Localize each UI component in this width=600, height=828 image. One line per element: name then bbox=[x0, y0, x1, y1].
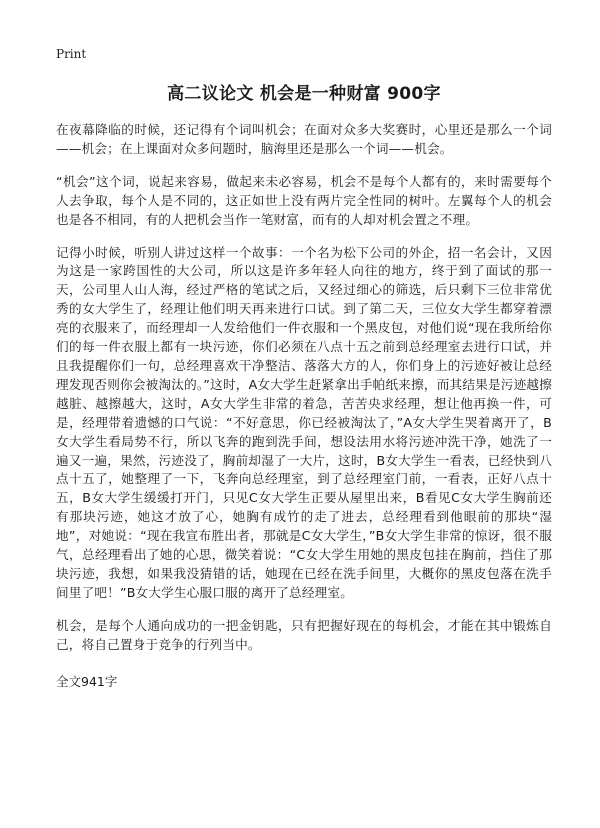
print-link[interactable]: Print bbox=[56, 47, 87, 61]
paragraph-intro: 在夜幕降临的时候，还记得有个词叫机会；在面对众多大奖赛时，心里还是那么一个词——机会；在上课面对众多问题时，脑海里还是那么一个词——机会。 bbox=[56, 122, 552, 156]
article-body bbox=[56, 121, 552, 655]
paragraph-conclusion: 机会，是每个人通向成功的一把金钥匙，只有把握好现在的每机会，才能在其中锻炼自己，将自己置身于竞争的行列当中。 bbox=[56, 617, 552, 652]
word-count: 全文941字 bbox=[56, 673, 118, 689]
paragraph-definition: “机会”这个词，说起来容易，做起来未必容易，机会不是每个人都有的，来时需要每个人去争取，每个人是不同的，这正如世上没有两片完全性同的树叶。左翼每个人的机会也是各不相同，有的人把机会当作一笔财富，而有的人却对机会置之不理。 bbox=[56, 173, 552, 227]
paragraph-story: 记得小时候，听别人讲过这样一个故事：一个名为松下公司的外企，招一名会计，又因为这是一家跨国性的大公司，所以这是许多年轻人向往的地方，终于到了面试的那一天，公司里人山人海，经过严格的笔试之后，又经过细心的筛选，后只剩下三位非常优秀的女大学生了，经理让他们明天再来进行口试。到了第二天，三位女大学生都穿着漂亮的衣服来了，而经理却一人发给他们一件衣服和一个黑皮包，对他们说“现在我所给你们的每一件衣服上都有一块污迹，你们必须在八点十五之前到总经理室去进行口试，并且我提醒你们一句，总经理喜欢干净整洁、落落大方的人，你们身上的污迹好被让总经理发现否则你会被淘汰的。”这时，A女大学生赶紧拿出手帕纸来擦，而其结果是污迹越擦越脏、越擦越大，这时，A女大学生非常的着急，苦苦央求经理，想让他再换一件，可是，经理带着遗憾的口气说：“不好意思，你已经被淘汰了，”A女大学生哭着离开了，B女大学生看局势不行，所以飞奔的跑到洗手间，想设法用水将污迹冲洗干净，她洗了一遍又一遍，果然，污迹没了，胸前却湿了一大片，这时，B女大学生一看表，已经快到八点十五了，她整理了一下，飞奔向总经理室，到了总经理室门前，一看表，正好八点十五，B女大学生缓缓打开门，只见C女大学生正要从屋里出来，B看见C女大学生胸前还有那块污迹，她这才放了心，她胸有成竹的走了进去，总经理看到他眼前的那块“湿地”，对她说：“现在我宣布胜出者，那就是C女大学生，”B女大学生非常的惊讶，很不服气，总经理看出了她的心思，微笑着说：“C女大学生用她的黑皮包挂在胸前，挡住了那块污迹，我想，如果我没猜错的话，她现在已经在洗手间里，大概你的黑皮包落在洗手间里了吧！”B女大学生心服口服的离开了总经理室。 bbox=[56, 244, 552, 600]
article-title: 高二议论文 机会是一种财富 900字 bbox=[167, 84, 441, 104]
